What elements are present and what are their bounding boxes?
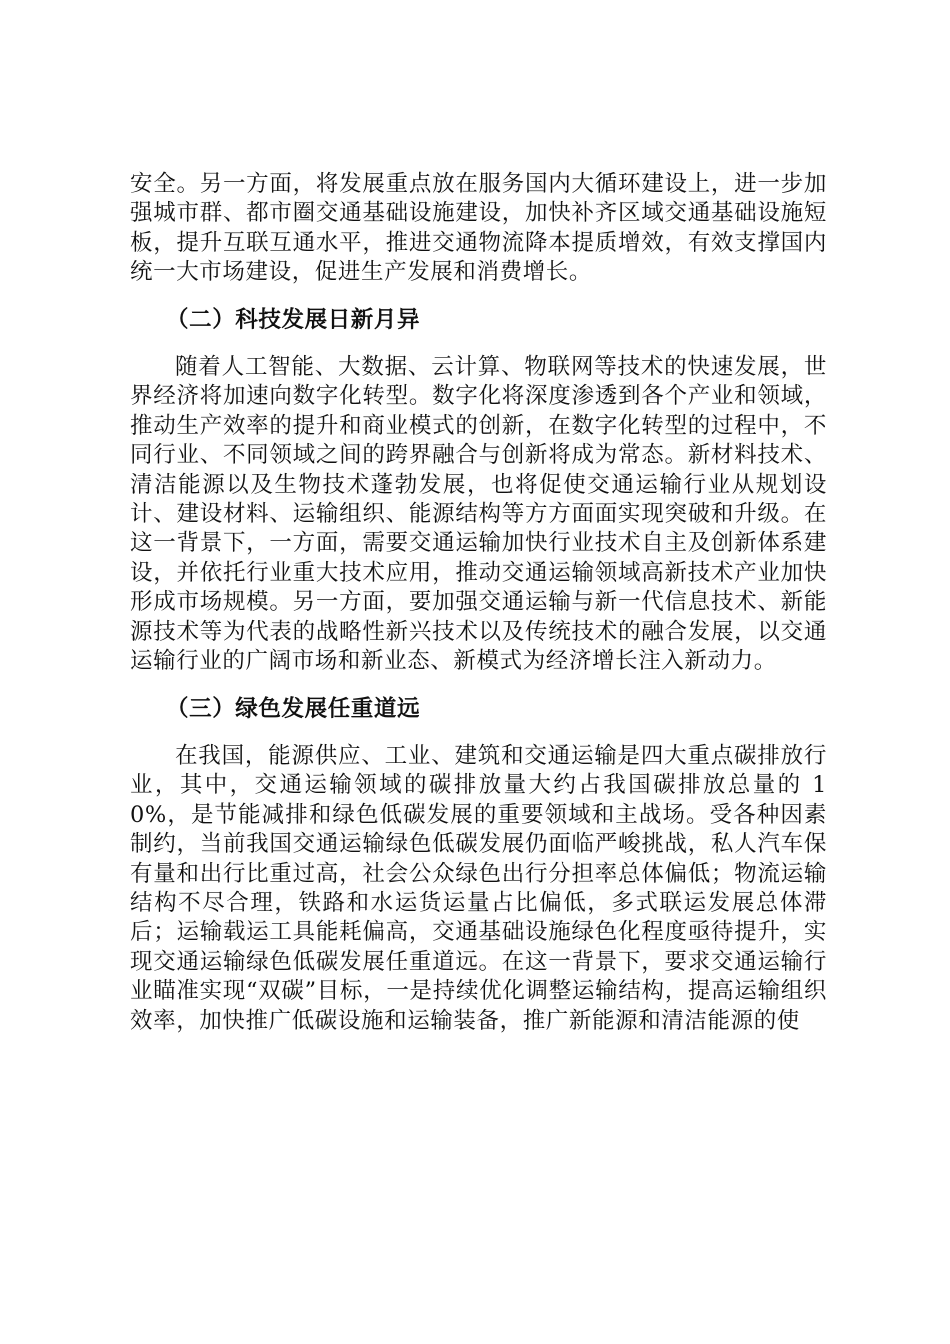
document-body [130,170,827,1036]
section-heading-technology: （二）科技发展日新月异 [166,306,421,333]
paragraph-technology: 随着人工智能、大数据、云计算、物联网等技术的快速发展，世界经济将加速向数字化转型。数字化将深度渗透到各个产业和领域，推动生产效率的提升和商业模式的创新，在数字化转型的过程中，不同行业、不同领域之间的跨界融合与创新将成为常态。新材料技术、清洁能源以及生物技术蓬勃发展，也将促使交通运输行业从规划设计、建设材料、运输组织、能源结构等方方面面实现突破和升级。在这一背景下，一方面，需要交通运输加快行业技术自主及创新体系建设，并依托行业重大技术应用，推动交通运输领域高新技术产业加快形成市场规模。另一方面，要加强交通运输与新一代信息技术、新能源技术等为代表的战略性新兴技术以及传统技术的融合发展，以交通运输行业的广阔市场和新业态、新模式为经济增长注入新动力。 [130,354,827,675]
section-heading-green: （三）绿色发展任重道远 [166,695,421,722]
paragraph-continuation: 安全。另一方面，将发展重点放在服务国内大循环建设上，进一步加强城市群、都市圈交通基础设施建设，加快补齐区域交通基础设施短板，提升互联互通水平，推进交通物流降本提质增效，有效支撑国内统一大市场建设，促进生产发展和消费增长。 [130,171,827,286]
paragraph-green: 在我国，能源供应、工业、建筑和交通运输是四大重点碳排放行业，其中，交通运输领域的碳排放量大约占我国碳排放总量的 10%，是节能减排和绿色低碳发展的重要领域和主战场。受各种因素制约，当前我国交通运输绿色低碳发展仍面临严峻挑战，私人汽车保有量和出行比重过高，社会公众绿色出行分担率总体偏低；物流运输结构不尽合理，铁路和水运货运量占比偏低，多式联运发展总体滞后；运输载运工具能耗偏高，交通基础设施绿色化程度亟待提升，实现交通运输绿色低碳发展任重道远。在这一背景下，要求交通运输行业瞄准实现“双碳”目标，一是持续优化调整运输结构，提高运输组织效率，加快推广低碳设施和运输装备，推广新能源和清洁能源的使 [130,742,827,1034]
